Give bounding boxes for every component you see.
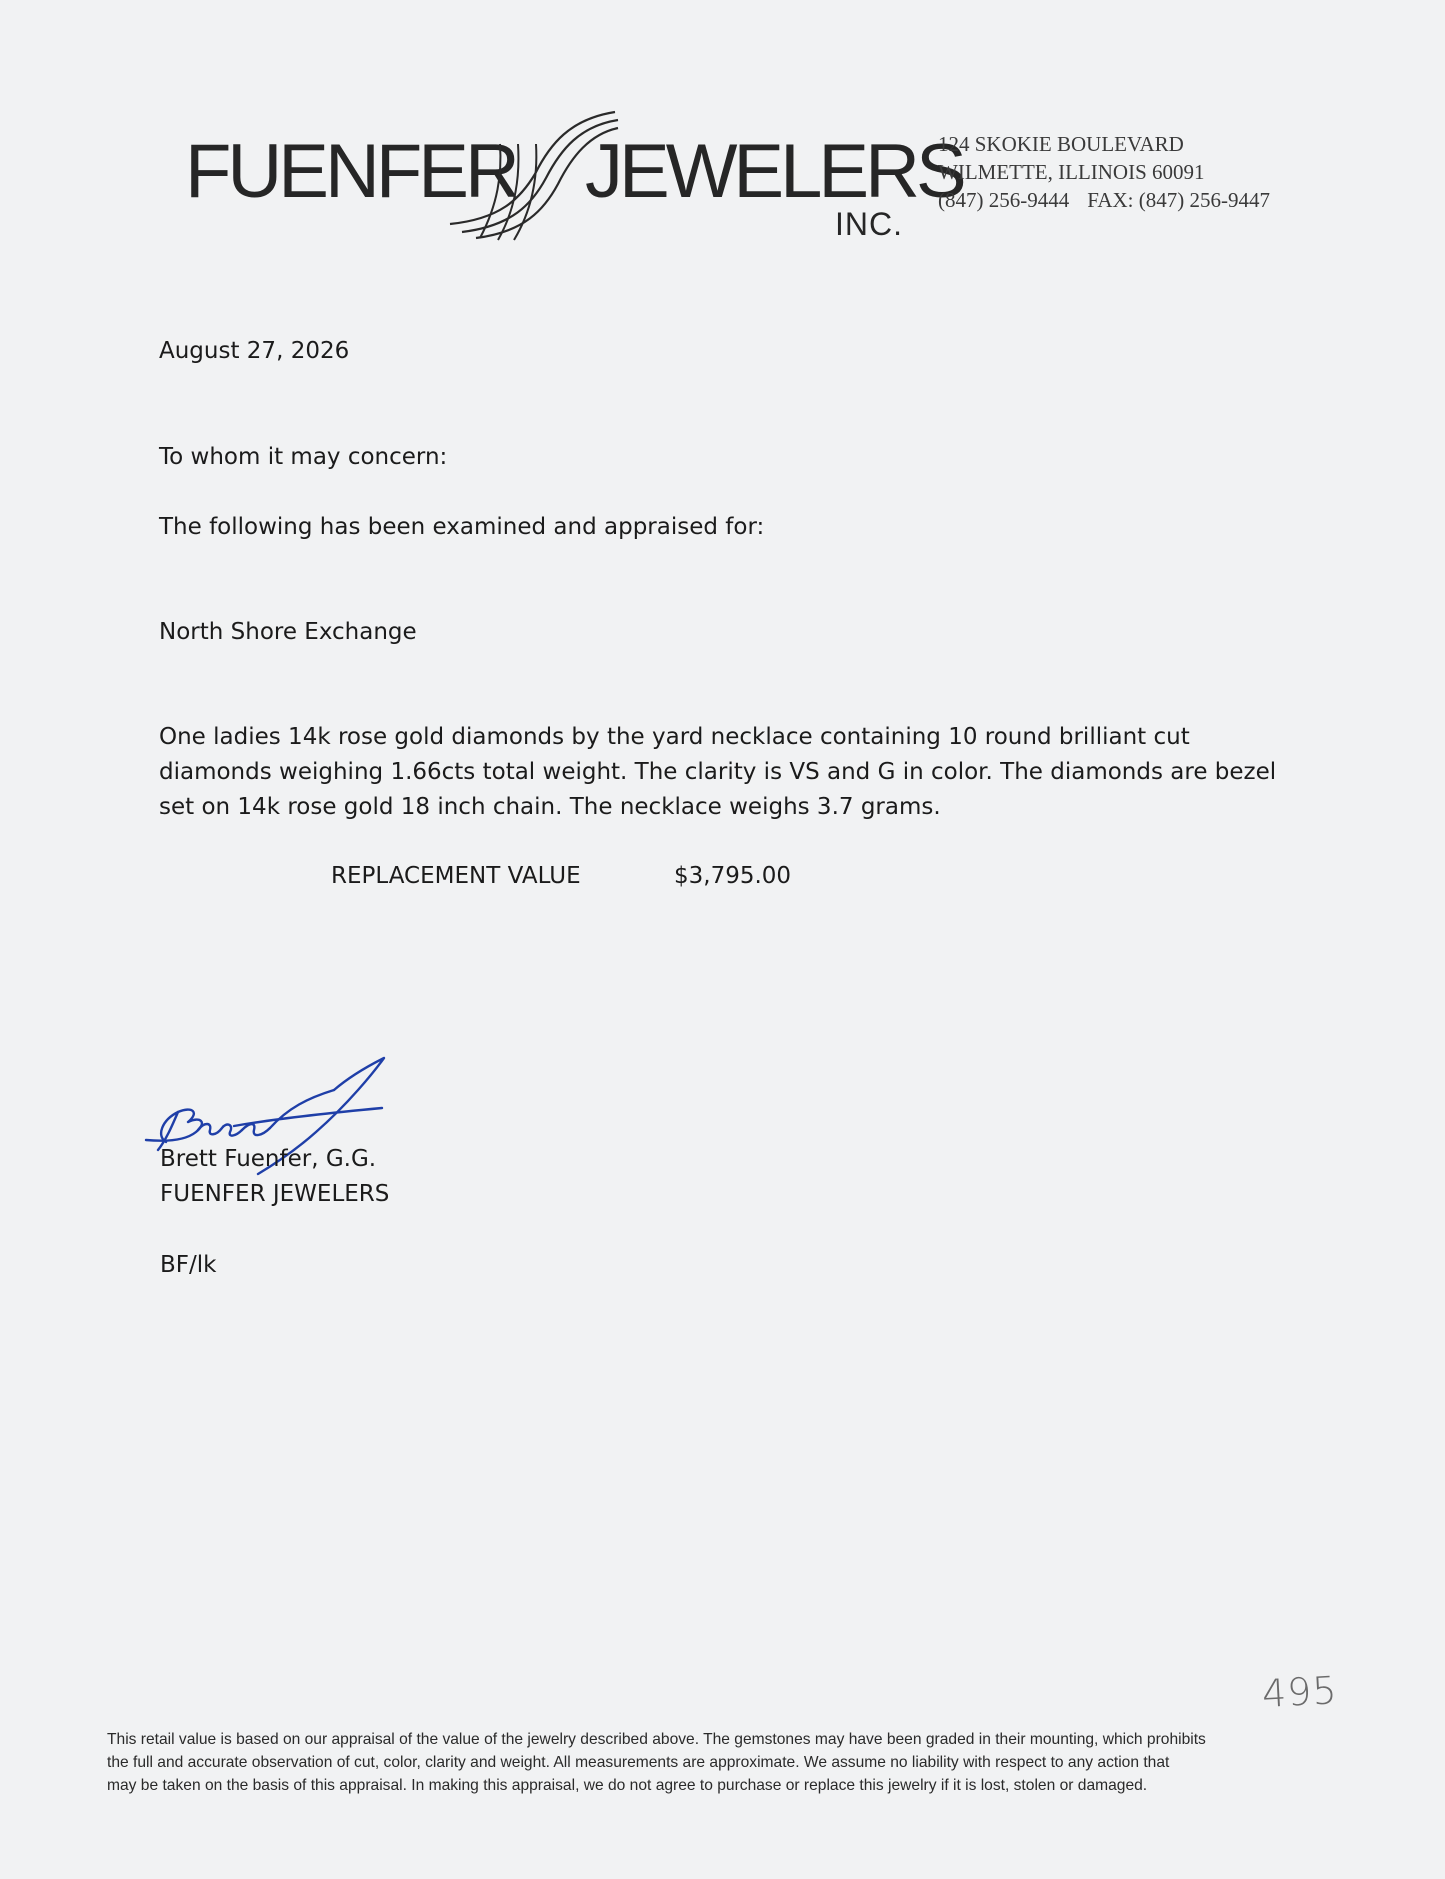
logo-text-fuenfer: FUENFER [185, 129, 516, 214]
replacement-value-amount: $3,795.00 [674, 863, 792, 889]
replacement-value-label: REPLACEMENT VALUE [331, 863, 581, 889]
disclaimer-line: This retail value is based on our appraisal of the value of the jewelry described above. The gemstones may have been graded in their mounting, which prohibits [107, 1731, 1206, 1748]
letter-date: August 27, 2026 [159, 338, 350, 364]
signer-company: FUENFER JEWELERS [160, 1181, 390, 1207]
logo-text-inc: INC. [835, 206, 903, 242]
letter-intro: The following has been examined and appraised for: [159, 514, 765, 540]
disclaimer-line: may be taken on the basis of this appraisal. In making this appraisal, we do not agree to purchase or replace this jewelry if it is lost, stolen or damaged. [107, 1777, 1148, 1794]
handwritten-number: 495 [1260, 1668, 1339, 1716]
disclaimer-line: the full and accurate observation of cut, color, clarity and weight. All measurements are approximate. We assume no liability with respect to any action that [107, 1754, 1170, 1771]
fax-number: FAX: (847) 256-9447 [1087, 188, 1270, 212]
phone-number: (847) 256-9444 [938, 188, 1070, 212]
address-city: WILMETTE, ILLINOIS 60091 [938, 160, 1205, 184]
logo-text-jewelers: JEWELERS [585, 129, 963, 214]
letter-recipient: North Shore Exchange [159, 619, 417, 645]
typist-initials: BF/lk [160, 1252, 217, 1278]
item-description [159, 720, 1289, 825]
company-logo [185, 104, 963, 244]
company-address [938, 130, 1270, 214]
address-phone-fax [938, 186, 1270, 214]
address-street: 124 SKOKIE BOULEVARD [938, 132, 1184, 156]
description-line: One ladies 14k rose gold diamonds by the yard necklace containing 10 round brilliant cut [159, 724, 1190, 750]
appraisal-disclaimer [107, 1728, 1352, 1797]
signer-name: Brett Fuenfer, G.G. [160, 1146, 377, 1172]
description-line: diamonds weighing 1.66cts total weight. The clarity is VS and G in color. The diamonds are bezel [159, 759, 1277, 785]
description-line: set on 14k rose gold 18 inch chain. The necklace weighs 3.7 grams. [159, 794, 941, 820]
letter-salutation: To whom it may concern: [159, 444, 448, 470]
